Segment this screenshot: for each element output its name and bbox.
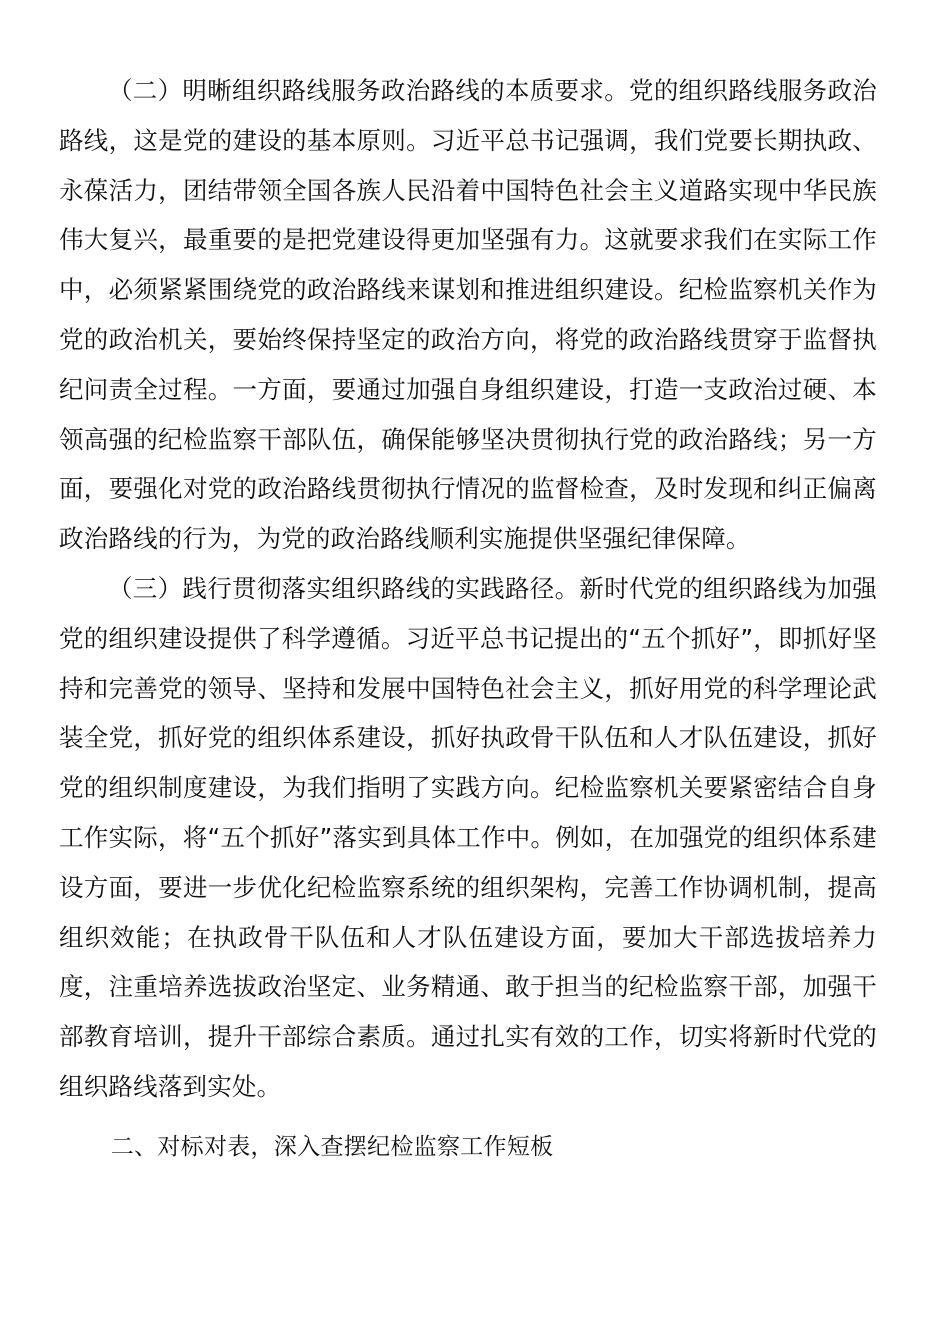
paragraph-organizational-line-serves-political-line: （二）明晰组织路线服务政治路线的本质要求。党的组织路线服务政治路线，这是党的建设的基本原则。习近平总书记强调，我们党要长期执政、永葆活力，团结带领全国各族人民沿着中国特色社会主义道路实现中华民族伟大复兴，最重要的是把党建设得更加坚强有力。这就要求我们在实际工作中，必须紧紧围绕党的政治路线来谋划和推进组织建设。纪检监察机关作为党的政治机关，要始终保持坚定的政治方向，将党的政治路线贯穿于监督执纪问责全过程。一方面，要通过加强自身组织建设，打造一支政治过硬、本领高强的纪检监察干部队伍，确保能够坚决贯彻执行党的政治路线；另一方面，要强化对党的政治路线贯彻执行情况的监督检查，及时发现和纠正偏离政治路线的行为，为党的政治路线顺利实施提供坚强纪律保障。 <box>59 76 877 554</box>
section-heading: 二、对标对表，深入查摆纪检监察工作短板 <box>110 1133 554 1160</box>
document-page <box>59 66 877 1172</box>
paragraph-practice-path: （三）践行贯彻落实组织路线的实践路径。新时代党的组织路线为加强党的组织建设提供了科学遵循。习近平总书记提出的“五个抓好”，即抓好坚持和完善党的领导、坚持和发展中国特色社会主义，抓好用党的科学理论武装全党，抓好党的组织体系建设，抓好执政骨干队伍和人才队伍建设，抓好党的组织制度建设，为我们指明了实践方向。纪检监察机关要紧密结合自身工作实际，将“五个抓好”落实到具体工作中。例如，在加强党的组织体系建设方面，要进一步优化纪检监察系统的组织架构，完善工作协调机制，提高组织效能；在执政骨干队伍和人才队伍建设方面，要加大干部选拔培养力度，注重培养选拔政治坚定、业务精通、敢于担当的纪检监察干部，加强干部教育培训，提升干部综合素质。通过扎实有效的工作，切实将新时代党的组织路线落到实处。 <box>59 573 877 1101</box>
